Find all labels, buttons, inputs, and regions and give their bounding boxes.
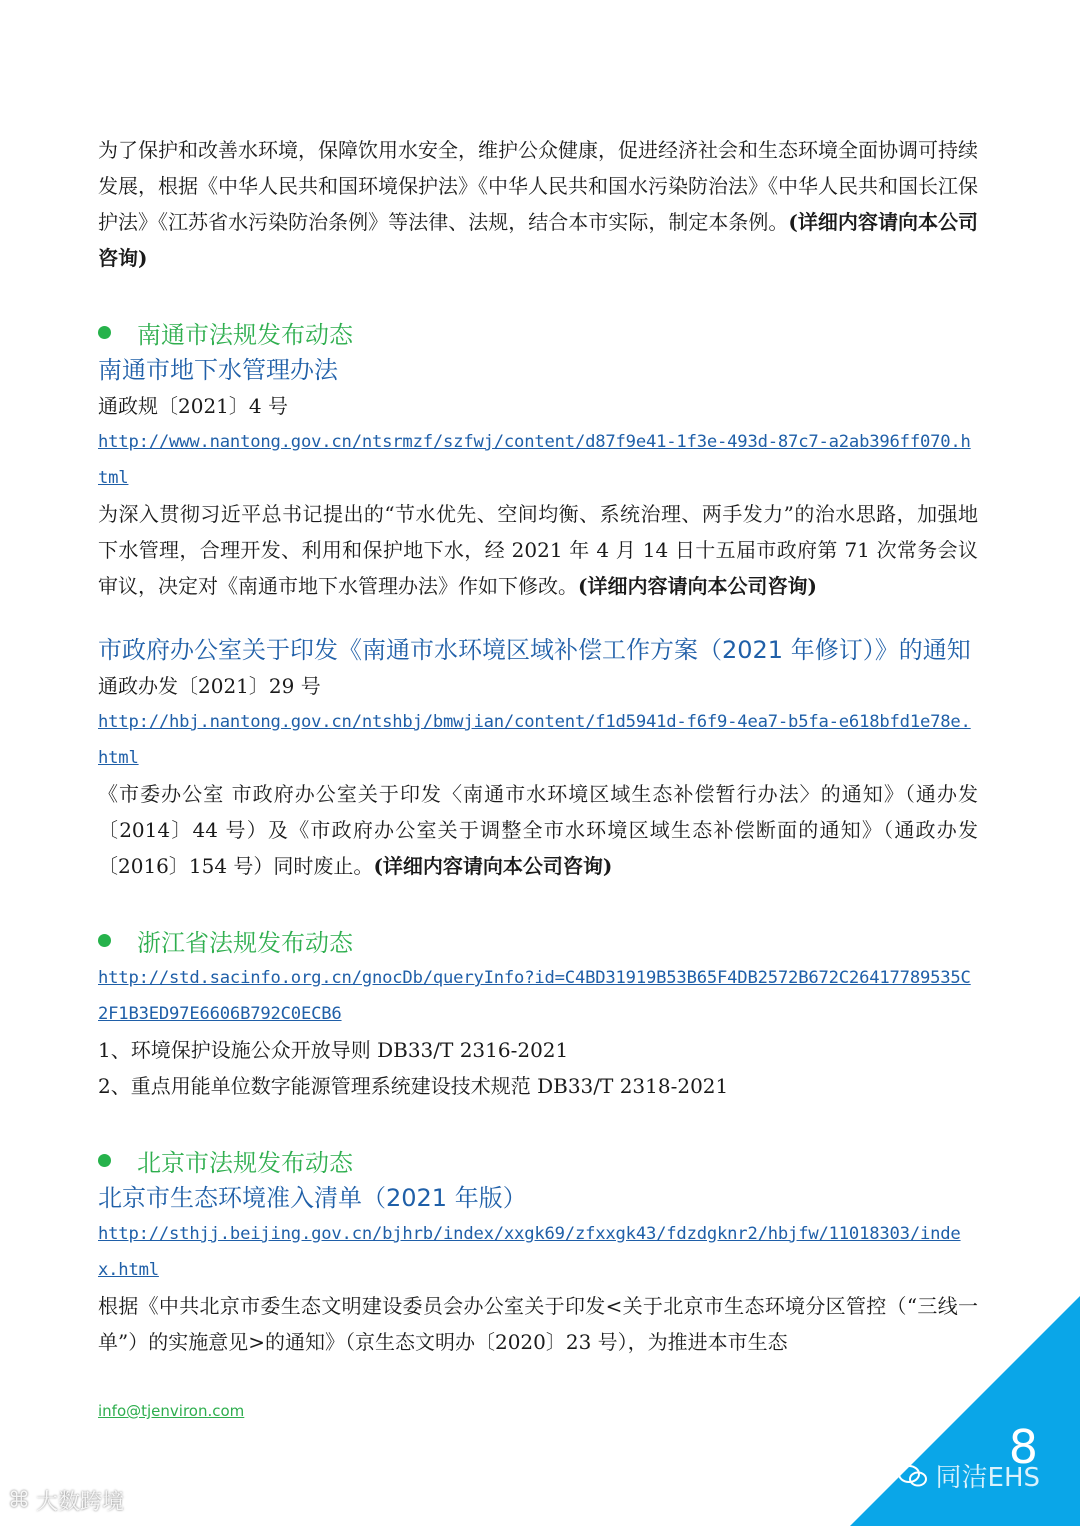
bullet-icon: [98, 934, 111, 947]
doc-number: 通政规〔2021〕4 号: [98, 394, 288, 418]
doc-title: 市政府办公室关于印发《南通市水环境区域补偿工作方案（2021 年修订）》的通知: [98, 636, 971, 664]
list-item: 1、环境保护设施公众开放导则 DB33/T 2316-2021: [98, 1038, 569, 1062]
doc-title: 北京市生态环境准入清单（2021 年版）: [98, 1184, 527, 1212]
watermark-logo-icon: ⌘: [8, 1488, 30, 1513]
doc-body: 为深入贯彻习近平总书记提出的“节水优先、空间均衡、系统治理、两手发力”的治水思路，加强地下水管理，合理开发、利用和保护地下水，经 2021 年 4 月 14 日十五届市政府第 71 次常务会议审议，决定对《南通市地下水管理办法》作如下修改。(详细内容请向本公司咨询): [98, 502, 978, 598]
section-heading-beijing: 北京市法规发布动态: [98, 1140, 978, 1180]
doc-link[interactable]: http://hbj.nantong.gov.cn/ntshbj/bmwjian/content/f1d5941d-f6f9-4ea7-b5fa-e618bfd1e78e.html: [98, 712, 971, 768]
section-heading-zhejiang: 浙江省法规发布动态: [98, 920, 978, 960]
section-heading-nantong: 南通市法规发布动态: [98, 312, 978, 352]
watermark-left: ⌘ 大数跨境: [8, 1488, 125, 1515]
doc-link[interactable]: http://www.nantong.gov.cn/ntsrmzf/szfwj/content/d87f9e41-1f3e-493d-87c7-a2ab396ff070.html: [98, 432, 971, 488]
wechat-icon: [898, 1464, 928, 1488]
doc-link[interactable]: http://std.sacinfo.org.cn/gnocDb/queryInfo?id=C4BD31919B53B65F4DB2572B672C26417789535C2F1B3ED97E6606B792C0ECB6: [98, 968, 971, 1024]
doc-number: 通政办发〔2021〕29 号: [98, 674, 321, 698]
watermark-right: 同洁EHS: [898, 1457, 1040, 1494]
intro-note: (详细内容请向本公司咨询): [98, 210, 978, 270]
doc-body: 根据《中共北京市委生态文明建设委员会办公室关于印发<关于北京市生态环境分区管控（“三线一单”）的实施意见>的通知》（京生态文明办〔2020〕23 号），为推进本市生态: [98, 1294, 978, 1354]
email-link[interactable]: info@tjenviron.com: [98, 1402, 245, 1420]
page-number: 8: [1008, 1420, 1038, 1474]
bullet-icon: [98, 326, 111, 339]
doc-title: 南通市地下水管理办法: [98, 356, 338, 384]
doc-link[interactable]: http://sthjj.beijing.gov.cn/bjhrb/index/xxgk69/zfxxgk43/fdzdgknr2/hbjfw/11018303/index.html: [98, 1224, 961, 1280]
bullet-icon: [98, 1154, 111, 1167]
main-content: [98, 132, 978, 1360]
list-item: 2、重点用能单位数字能源管理系统建设技术规范 DB33/T 2318-2021: [98, 1074, 729, 1098]
intro-paragraph: 为了保护和改善水环境，保障饮用水安全，维护公众健康，促进经济社会和生态环境全面协调可持续发展，根据《中华人民共和国环境保护法》《中华人民共和国水污染防治法》《中华人民共和国长江保护法》《江苏省水污染防治条例》等法律、法规，结合本市实际，制定本条例。(详细内容请向本公司咨询): [98, 138, 978, 270]
doc-body: 《市委办公室 市政府办公室关于印发〈南通市水环境区域生态补偿暂行办法〉的通知》（通办发〔2014〕44 号）及《市政府办公室关于调整全市水环境区域生态补偿断面的通知》（通政办发〔2016〕154 号）同时废止。(详细内容请向本公司咨询): [98, 782, 978, 878]
